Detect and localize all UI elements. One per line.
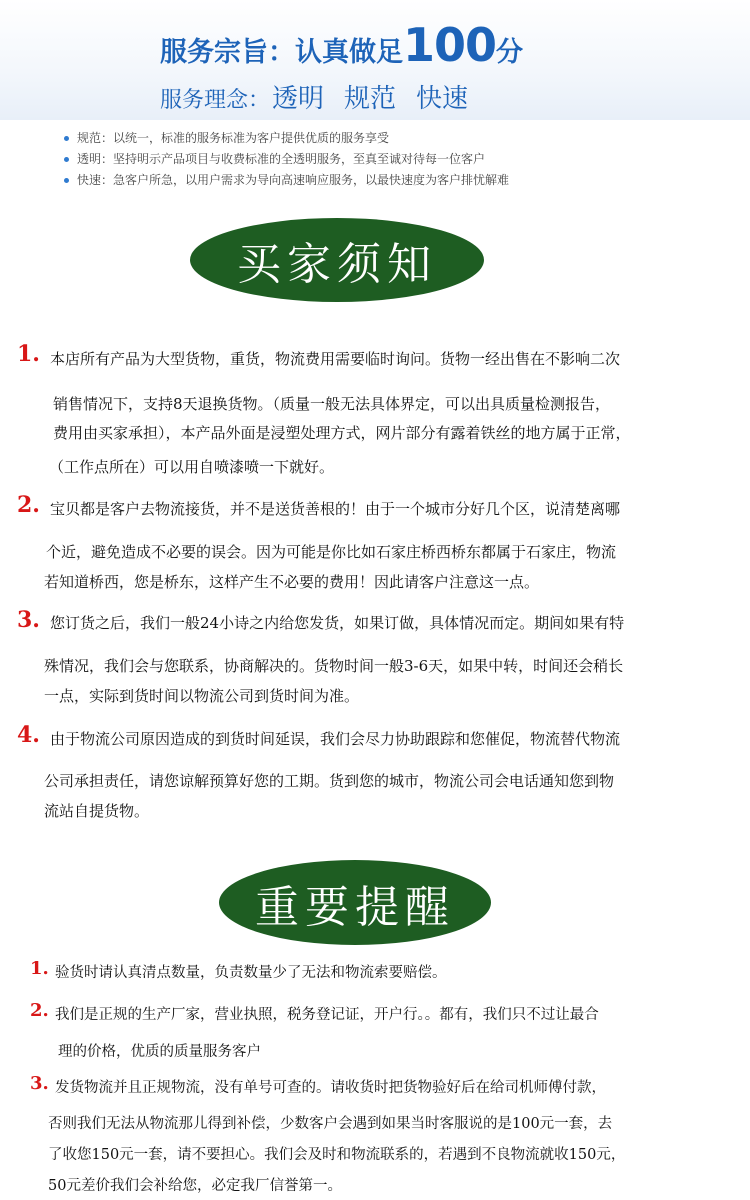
service-concept — [160, 78, 468, 115]
item-number: 1. — [30, 958, 49, 979]
bullet-item: 规范：以统一，标准的服务标准为客户提供优质的服务享受 — [64, 128, 734, 149]
concept-label: 服务理念： — [160, 88, 271, 113]
notice-line: 本店所有产品为大型货物，重货，物流费用需要临时询问。货物一经出售在不影响二次 — [50, 350, 621, 368]
buyer-notice-heading: 买家须知 — [190, 218, 484, 302]
reminder-line: 我们是正规的生产厂家，营业执照，税务登记证，开户行。。都有，我们只不过让最合 — [55, 1007, 599, 1023]
notice-line: 个近，避免造成不必要的误会。因为可能是你比如石家庄桥西桥东都属于石家庄，物流 — [46, 543, 617, 561]
concept-transparent: 透明 — [272, 84, 325, 114]
item-number: 2. — [30, 1000, 49, 1021]
bullet-dot-icon — [64, 178, 69, 183]
concept-standard: 规范 — [344, 84, 397, 114]
item-number: 3. — [17, 607, 40, 633]
item-number: 2. — [17, 492, 40, 518]
important-reminder-heading: 重要提醒 — [219, 860, 491, 945]
notice-line: （工作点所在）可以用自喷漆喷一下就好。 — [49, 458, 335, 476]
bullet-dot-icon — [64, 157, 69, 162]
item-number: 4. — [17, 722, 40, 748]
notice-line: 费用由买家承担），本产品外面是浸塑处理方式，网片部分有露着铁丝的地方属于正常， — [53, 424, 631, 442]
reminder-line: 理的价格，优质的质量服务客户 — [58, 1044, 261, 1060]
reminder-line: 否则我们无法从物流那儿得到补偿，少数客户会遇到如果当时客服说的是100元一套，去 — [48, 1116, 613, 1132]
notice-line: 殊情况，我们会与您联系，协商解决的。货物时间一般3-6天，如果中转，时间还会稍长 — [44, 657, 624, 675]
service-bullet-list — [64, 128, 734, 191]
reminder-line: 发货物流并且正规物流，没有单号可查的。请收货时把货物验好后在给司机师傅付款， — [55, 1080, 606, 1096]
bullet-item: 快速：急客户所急，以用户需求为导向高速响应服务，以最快速度为客户排忧解难 — [64, 170, 734, 191]
notice-line: 若知道桥西，您是桥东，这样产生不必要的费用！因此请客户注意这一点。 — [44, 573, 540, 591]
reminder-line: 50元差价我们会补给您，必定我厂信誉第一。 — [48, 1178, 342, 1194]
slogan-suffix: 分 — [496, 37, 524, 68]
reminder-line: 验货时请认真清点数量，负责数量少了无法和物流索要赔偿。 — [55, 965, 447, 981]
item-number: 1. — [17, 341, 40, 367]
notice-line: 流站自提货物。 — [44, 802, 150, 820]
notice-line: 一点，实际到货时间以物流公司到货时间为准。 — [44, 687, 360, 705]
item-number: 3. — [30, 1073, 49, 1094]
service-banner — [0, 0, 750, 120]
bullet-dot-icon — [64, 136, 69, 141]
service-slogan — [160, 18, 523, 72]
notice-line: 销售情况下，支持8天退换货物。（质量一般无法具体界定，可以出具质量检测报告， — [53, 395, 611, 413]
concept-fast: 快速 — [416, 84, 469, 114]
reminder-line: 了收您150元一套，请不要担心。我们会及时和物流联系的，若遇到不良物流就收150元， — [48, 1147, 626, 1163]
notice-line: 由于物流公司原因造成的到货时间延误，我们会尽力协助跟踪和您催促，物流替代物流 — [50, 730, 621, 748]
bullet-item: 透明：坚持明示产品项目与收费标准的全透明服务，至真至诚对待每一位客户 — [64, 149, 734, 170]
slogan-prefix: 服务宗旨：认真做足 — [160, 37, 403, 68]
notice-line: 宝贝都是客户去物流接货，并不是送货善根的！由于一个城市分好几个区，说清楚离哪 — [50, 500, 621, 518]
notice-line: 公司承担责任，请您谅解预算好您的工期。货到您的城市，物流公司会电话通知您到物 — [44, 772, 615, 790]
notice-line: 您订货之后，我们一般24小诗之内给您发货，如果订做，具体情况而定。期间如果有特 — [50, 614, 625, 632]
slogan-number: 100 — [403, 18, 497, 72]
